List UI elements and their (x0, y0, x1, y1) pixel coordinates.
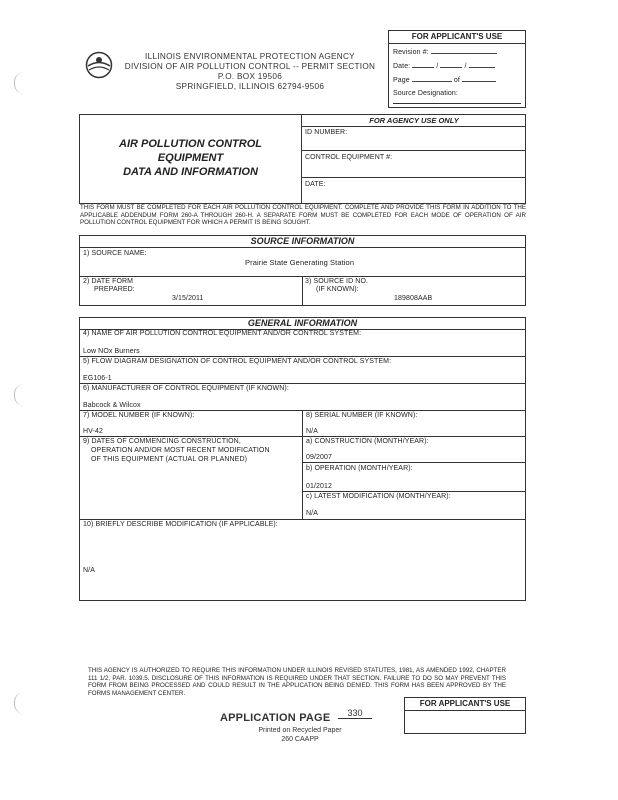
modification-description-value[interactable]: N/A (83, 567, 95, 574)
agency-use-title: FOR AGENCY USE ONLY (302, 115, 526, 127)
agency-line-2: DIVISION OF AIR POLLUTION CONTROL -- PERMIT SECTION (124, 62, 376, 71)
instructions-text: THIS FORM MUST BE COMPLETED FOR EACH AIR POLLUTION CONTROL EQUIPMENT. COMPLETE AND PROVIDE THIS FORM IN ADDITION TO THE APPLICABLE ADDENDUM FORM 260-A THROUGH 260-H. A SEPARATE FORM MUST BE COMPLETED FOR EACH MODE OF OPERATION OF AIR POLLUTION CONTROL EQUIPMENT FOR WHICH A PERMIT IS BEING SOUGHT. (80, 204, 526, 226)
source-designation-label: Source Designation: (393, 90, 458, 97)
agency-line-4: SPRINGFIELD, ILLINOIS 62794-9506 (175, 82, 325, 91)
form-code: 260 CAAPP (281, 736, 319, 743)
source-id-label-a: 3) SOURCE ID NO. (305, 278, 369, 285)
date-year-field[interactable] (469, 67, 495, 68)
applicant-use-title: FOR APPLICANT'S USE (389, 31, 525, 44)
manufacturer-label: 6) MANUFACTURER OF CONTROL EQUIPMENT (IF KNOWN): (83, 385, 289, 392)
source-designation-field[interactable] (393, 103, 521, 104)
agency-line-1: ILLINOIS ENVIRONMENTAL PROTECTION AGENCY (145, 52, 355, 61)
form-title-line-1: AIR POLLUTION CONTROL (119, 138, 262, 150)
construction-date-label: a) CONSTRUCTION (MONTH/YEAR): (306, 438, 429, 445)
page-label: Page (393, 77, 410, 84)
construction-date-value[interactable]: 09/2007 (306, 454, 333, 461)
form-title-line-2: EQUIPMENT (157, 152, 224, 164)
serial-number-value[interactable]: N/A (306, 428, 318, 435)
agency-line-3: P.O. BOX 19506 (217, 72, 283, 81)
model-number-value[interactable]: HV-42 (83, 428, 103, 435)
of-label: of (453, 77, 460, 84)
of-field[interactable] (462, 81, 496, 82)
punch-hole-bottom (14, 692, 25, 714)
source-id-value[interactable]: 189808AAB (394, 295, 433, 302)
form-title (80, 137, 301, 179)
modification-description-label: 10) BRIEFLY DESCRIBE MODIFICATION (IF APPLICABLE): (83, 521, 278, 528)
agency-header (120, 52, 380, 92)
bottom-applicant-use-title: FOR APPLICANT'S USE (405, 698, 525, 711)
revision-field[interactable] (431, 53, 497, 54)
manufacturer-value[interactable]: Babcock & Wilcox (83, 402, 141, 409)
bottom-applicant-use-box (404, 697, 526, 734)
serial-number-label: 8) SERIAL NUMBER (IF KNOWN): (306, 412, 418, 419)
control-equipment-name-value[interactable]: Low NOx Burners (83, 348, 140, 355)
dates-label-line-3: OF THIS EQUIPMENT (ACTUAL OR PLANNED) (91, 456, 248, 463)
source-id-label-b: (IF KNOWN): (316, 286, 359, 293)
dates-label-line-1: 9) DATES OF COMMENCING CONSTRUCTION, (83, 438, 241, 445)
page-field[interactable] (412, 81, 452, 82)
revision-label: Revision #: (393, 49, 429, 56)
general-information-header: GENERAL INFORMATION (80, 318, 525, 330)
date-month-field[interactable] (412, 67, 434, 68)
application-page-label: APPLICATION PAGE (220, 712, 331, 724)
date-prepared-label-a: 2) DATE FORM (83, 278, 134, 285)
source-name-value[interactable]: Prairie State Generating Station (245, 258, 355, 267)
id-number-label: ID NUMBER: (305, 129, 348, 136)
flow-diagram-value[interactable]: EG106-1 (83, 375, 112, 382)
illinois-epa-logo-icon (85, 51, 113, 79)
punch-hole-top (14, 72, 25, 94)
operation-date-label: b) OPERATION (MONTH/YEAR): (306, 465, 413, 472)
applicant-use-box: FOR APPLICANT'S USE Revision #: Date: / / Page of Source Designation: (388, 30, 526, 108)
operation-date-value[interactable]: 01/2012 (306, 483, 333, 490)
recycled-paper-note: Printed on Recycled Paper (258, 727, 342, 734)
agency-date-label: DATE: (305, 181, 326, 188)
latest-modification-value[interactable]: N/A (306, 510, 318, 517)
flow-diagram-label: 5) FLOW DIAGRAM DESIGNATION OF CONTROL EQUIPMENT AND/OR CONTROL SYSTEM: (83, 358, 392, 365)
punch-hole-middle (14, 384, 25, 406)
source-information-header: SOURCE INFORMATION (80, 236, 525, 248)
latest-modification-label: c) LATEST MODIFICATION (MONTH/YEAR): (306, 493, 451, 500)
date-label: Date: (393, 63, 411, 70)
date-prepared-value[interactable]: 3/15/2011 (172, 295, 204, 302)
authorization-notice: THIS AGENCY IS AUTHORIZED TO REQUIRE THIS INFORMATION UNDER ILLINOIS REVISED STATUTES, 1981, AS AMENDED 1992, CHAPTER 111 1/2, PAR. 1039.5. DISCLOSURE OF THIS INFORMATION IS REQUIRED UNDER THAT SECTION. FAILURE TO DO SO MAY PREVENT THIS FORM FROM BEING PROCESSED AND COULD RESULT IN THE APPLICATION BEING DENIED. THIS FORM HAS BEEN APPROVED BY THE FORMS MANAGEMENT CENTER. (88, 667, 506, 697)
form-title-line-3: DATA AND INFORMATION (123, 166, 258, 178)
source-name-label: 1) SOURCE NAME: (83, 250, 147, 257)
control-equipment-label: CONTROL EQUIPMENT #: (305, 154, 393, 161)
application-page-number[interactable]: 330 (338, 708, 372, 719)
date-prepared-label-b: PREPARED: (94, 286, 135, 293)
control-equipment-name-label: 4) NAME OF AIR POLLUTION CONTROL EQUIPMENT AND/OR CONTROL SYSTEM: (83, 330, 362, 337)
date-day-field[interactable] (440, 67, 462, 68)
model-number-label: 7) MODEL NUMBER (IF KNOWN): (83, 412, 195, 419)
dates-label-line-2: OPERATION AND/OR MOST RECENT MODIFICATION (91, 447, 270, 454)
